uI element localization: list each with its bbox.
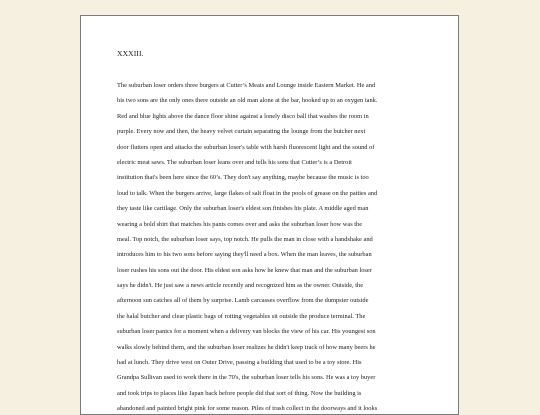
text-line: wearing a bold shirt that matches his pants comes over and asks the suburban loser how was the xyxy=(117,220,363,228)
text-line: electric meat saws. The suburban loser leans over and tells his sons that Cutter’s is a Detroit xyxy=(117,158,352,166)
text-line: abandoned and painted bright pink for some reason. Piles of trash collect in the doorways and it looks xyxy=(117,405,378,413)
text-line: The suburban loser orders three burgers at Cutter’s Meats and Lounge inside Eastern Market. He and xyxy=(117,82,376,89)
body-paragraph xyxy=(117,78,427,415)
text-line: purple. Every now and then, the heavy velvet curtain separating the lounge from the butcher next xyxy=(117,128,366,136)
text-line: had at lunch. They drive west on Outer Drive, passing a building that used to be a toy store. His xyxy=(117,359,362,367)
chapter-heading: XXXIII. xyxy=(117,49,144,58)
text-line: says he didn't. He just saw a news article recently and recognized him as the owner. Outside, the xyxy=(117,282,364,290)
text-line: introduces him to his two sons before saying they'll need a box. When the man leaves, the suburban xyxy=(117,251,372,259)
text-line: the halal butcher and clear plastic bags of rotting vegetables sit outside the produce terminal. The xyxy=(117,312,366,320)
text-line: suburban loser panics for a moment when a delivery van blocks the view of his car. His youngest son xyxy=(117,328,376,336)
text-line: meal. Top notch, the suburban loser says, top notch. He pulls the man in close with a handshake and xyxy=(117,235,373,243)
text-line: walks slowly behind them, and the suburban loser realizes he didn't keep track of how many beers he xyxy=(117,343,376,351)
text-line: his two sons are the only ones there outside an old man alone at the bar, hooked up to an oxygen tank. xyxy=(117,97,378,105)
text-line: and took trips to places like Japan back before people did that sort of thing. Now the building is xyxy=(117,389,362,397)
text-line: Red and blue lights above the dance floor shine against a lonely disco ball that washes the room in xyxy=(117,112,369,120)
text-line: institution that's been here since the 60’s. They don't say anything, maybe because the music is too xyxy=(117,174,369,182)
text-line: afternoon sun catches all of them by surprise. Lamb carcasses overflow from the dumpster outside xyxy=(117,297,369,305)
text-line: they taste like cartilage. Only the suburban loser's eldest son finishes his plate. A middle aged man xyxy=(117,205,369,213)
text-line: Grandpa Sullivan used to work there in the 70's, the suburban loser tells his sons. He was a toy buyer xyxy=(117,374,376,382)
document-page xyxy=(80,15,459,415)
text-line: loud to talk. When the burgers arrive, large flakes of salt float in the pools of grease on the patties and xyxy=(117,189,378,197)
text-line: door flutters open and attacks the suburban loser's table with harsh fluorescent light and the sound of xyxy=(117,143,375,151)
text-line: loser rushes his sons out the door. His eldest son asks how he knew that man and the suburban loser xyxy=(117,266,372,274)
